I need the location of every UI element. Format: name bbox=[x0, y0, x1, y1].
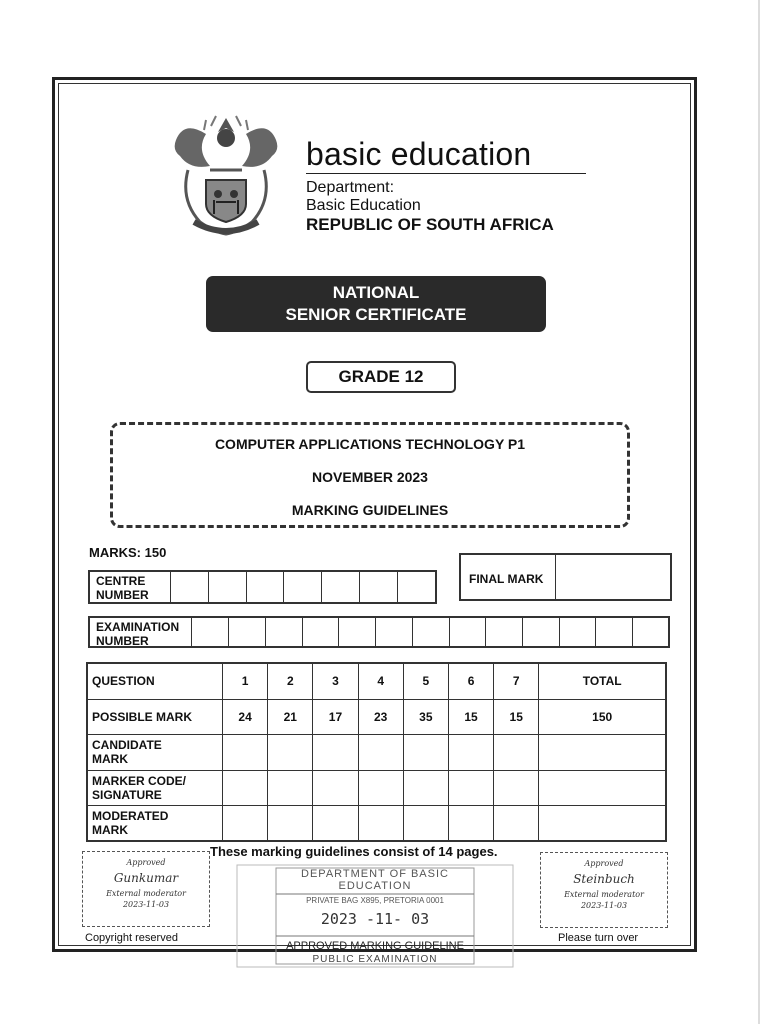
exam-number-digit[interactable] bbox=[632, 618, 668, 646]
table-row bbox=[87, 734, 666, 770]
marker-code-cell[interactable] bbox=[448, 770, 493, 805]
moderated-mark-label: MODERATED MARK bbox=[87, 805, 223, 841]
moderated-mark-cell[interactable] bbox=[313, 805, 358, 841]
candidate-mark-label: CANDIDATE MARK bbox=[87, 734, 223, 770]
moderated-mark-cell[interactable] bbox=[494, 805, 539, 841]
banner-line-2: SENIOR CERTIFICATE bbox=[285, 305, 467, 324]
exam-number-digit[interactable] bbox=[412, 618, 449, 646]
exam-number-digit[interactable] bbox=[375, 618, 412, 646]
final-mark-label: FINAL MARK bbox=[469, 572, 544, 586]
possible-mark-total: 150 bbox=[539, 699, 666, 734]
exam-number-digit[interactable] bbox=[228, 618, 265, 646]
table-row bbox=[87, 699, 666, 734]
table-row bbox=[87, 805, 666, 841]
centre-number-digit[interactable] bbox=[208, 572, 246, 602]
department-name: Basic Education bbox=[306, 197, 421, 214]
possible-mark-label: POSSIBLE MARK bbox=[87, 699, 223, 734]
approval-date: 2023-11-03 bbox=[122, 900, 170, 909]
nsc-banner bbox=[206, 276, 546, 332]
question-header: QUESTION bbox=[87, 663, 223, 699]
centre-number-digit[interactable] bbox=[246, 572, 284, 602]
brand-title: basic education bbox=[306, 136, 532, 172]
exam-number-row: EXAMINATION NUMBER bbox=[88, 616, 670, 648]
exam-number-digit[interactable] bbox=[595, 618, 632, 646]
stamp-dept-2: EDUCATION bbox=[338, 880, 412, 892]
moderator-role: External moderator bbox=[564, 890, 644, 899]
candidate-mark-cell[interactable] bbox=[313, 734, 358, 770]
question-number: 7 bbox=[494, 663, 539, 699]
stamp-dept: DEPARTMENT OF BASIC bbox=[301, 868, 449, 880]
approval-box-left bbox=[82, 851, 210, 927]
centre-number-label: CENTRE bbox=[96, 574, 146, 588]
exam-number-digit[interactable] bbox=[302, 618, 339, 646]
exam-number-digit[interactable] bbox=[191, 618, 228, 646]
exam-number-digit[interactable] bbox=[522, 618, 559, 646]
approval-heading: Approved bbox=[584, 859, 624, 868]
marker-code-cell[interactable] bbox=[539, 770, 666, 805]
exam-session: NOVEMBER 2023 bbox=[312, 469, 428, 485]
exam-number-digit[interactable] bbox=[559, 618, 596, 646]
approval-box-right bbox=[540, 852, 668, 928]
centre-number-row: CENTRE NUMBER bbox=[88, 570, 437, 604]
scan-edge bbox=[758, 0, 760, 1024]
candidate-mark-cell[interactable] bbox=[223, 734, 268, 770]
centre-number-digit[interactable] bbox=[397, 572, 435, 602]
moderator-signature: Gunkumar bbox=[113, 871, 179, 885]
exam-number-digit[interactable] bbox=[449, 618, 486, 646]
exam-number-digit[interactable] bbox=[485, 618, 522, 646]
moderated-mark-cell[interactable] bbox=[448, 805, 493, 841]
subject-title: COMPUTER APPLICATIONS TECHNOLOGY P1 bbox=[214, 436, 526, 452]
document-type: MARKING GUIDELINES bbox=[291, 502, 449, 518]
moderator-signature: Steinbuch bbox=[573, 872, 635, 886]
centre-number-digit[interactable] bbox=[170, 572, 208, 602]
marker-code-label: MARKER CODE/ SIGNATURE bbox=[87, 770, 223, 805]
centre-number-digit[interactable] bbox=[283, 572, 321, 602]
approval-heading: Approved bbox=[126, 858, 166, 867]
grade-label: GRADE 12 bbox=[338, 367, 424, 386]
marker-code-cell[interactable] bbox=[223, 770, 268, 805]
question-number: 5 bbox=[403, 663, 448, 699]
department-label: Department: bbox=[306, 179, 395, 196]
exam-number-digit[interactable] bbox=[265, 618, 302, 646]
exam-number-digit[interactable] bbox=[338, 618, 375, 646]
moderator-role: External moderator bbox=[106, 889, 186, 898]
possible-mark-value: 24 bbox=[223, 699, 268, 734]
moderated-mark-cell[interactable] bbox=[403, 805, 448, 841]
stamp-approved: APPROVED MARKING GUIDELINE bbox=[286, 940, 464, 952]
question-number: 1 bbox=[223, 663, 268, 699]
exam-number-label: EXAMINATION bbox=[96, 620, 180, 634]
possible-mark-value: 21 bbox=[268, 699, 313, 734]
marks-table bbox=[86, 662, 667, 842]
marker-code-cell[interactable] bbox=[403, 770, 448, 805]
final-mark-box bbox=[459, 553, 672, 601]
marker-code-cell[interactable] bbox=[268, 770, 313, 805]
question-number: 3 bbox=[313, 663, 358, 699]
marker-code-cell[interactable] bbox=[358, 770, 403, 805]
moderated-mark-cell[interactable] bbox=[539, 805, 666, 841]
possible-mark-value: 15 bbox=[494, 699, 539, 734]
stamp-date: 2023 -11- 03 bbox=[320, 910, 430, 928]
marker-code-cell[interactable] bbox=[494, 770, 539, 805]
candidate-mark-cell[interactable] bbox=[403, 734, 448, 770]
possible-mark-value: 23 bbox=[358, 699, 403, 734]
approval-date: 2023-11-03 bbox=[580, 901, 628, 910]
question-number: 2 bbox=[268, 663, 313, 699]
copyright-notice: Copyright reserved bbox=[85, 932, 178, 944]
table-row bbox=[87, 770, 666, 805]
turn-over-note: Please turn over bbox=[558, 932, 639, 944]
pages-note: These marking guidelines consist of 14 pages. bbox=[210, 844, 498, 859]
candidate-mark-cell[interactable] bbox=[358, 734, 403, 770]
marker-code-cell[interactable] bbox=[313, 770, 358, 805]
banner-line-1: NATIONAL bbox=[332, 283, 420, 302]
country-name: REPUBLIC OF SOUTH AFRICA bbox=[306, 215, 554, 234]
coat-of-arms-icon bbox=[166, 110, 286, 242]
possible-mark-value: 17 bbox=[313, 699, 358, 734]
possible-mark-value: 35 bbox=[403, 699, 448, 734]
moderated-mark-cell[interactable] bbox=[223, 805, 268, 841]
table-row bbox=[87, 663, 666, 699]
candidate-mark-cell[interactable] bbox=[494, 734, 539, 770]
moderated-mark-cell[interactable] bbox=[358, 805, 403, 841]
question-number: 6 bbox=[448, 663, 493, 699]
possible-mark-value: 15 bbox=[448, 699, 493, 734]
stamp-public: PUBLIC EXAMINATION bbox=[312, 954, 438, 965]
candidate-mark-cell[interactable] bbox=[268, 734, 313, 770]
total-marks: MARKS: 150 bbox=[89, 545, 167, 560]
centre-number-digit[interactable] bbox=[321, 572, 359, 602]
question-number: 4 bbox=[358, 663, 403, 699]
candidate-mark-cell[interactable] bbox=[448, 734, 493, 770]
total-header: TOTAL bbox=[539, 663, 666, 699]
centre-number-digit[interactable] bbox=[359, 572, 397, 602]
approval-stamp bbox=[236, 864, 514, 968]
candidate-mark-cell[interactable] bbox=[539, 734, 666, 770]
stamp-address: PRIVATE BAG X895, PRETORIA 0001 bbox=[306, 896, 444, 905]
brand-underline bbox=[306, 173, 586, 174]
moderated-mark-cell[interactable] bbox=[268, 805, 313, 841]
grade-box bbox=[306, 361, 456, 393]
